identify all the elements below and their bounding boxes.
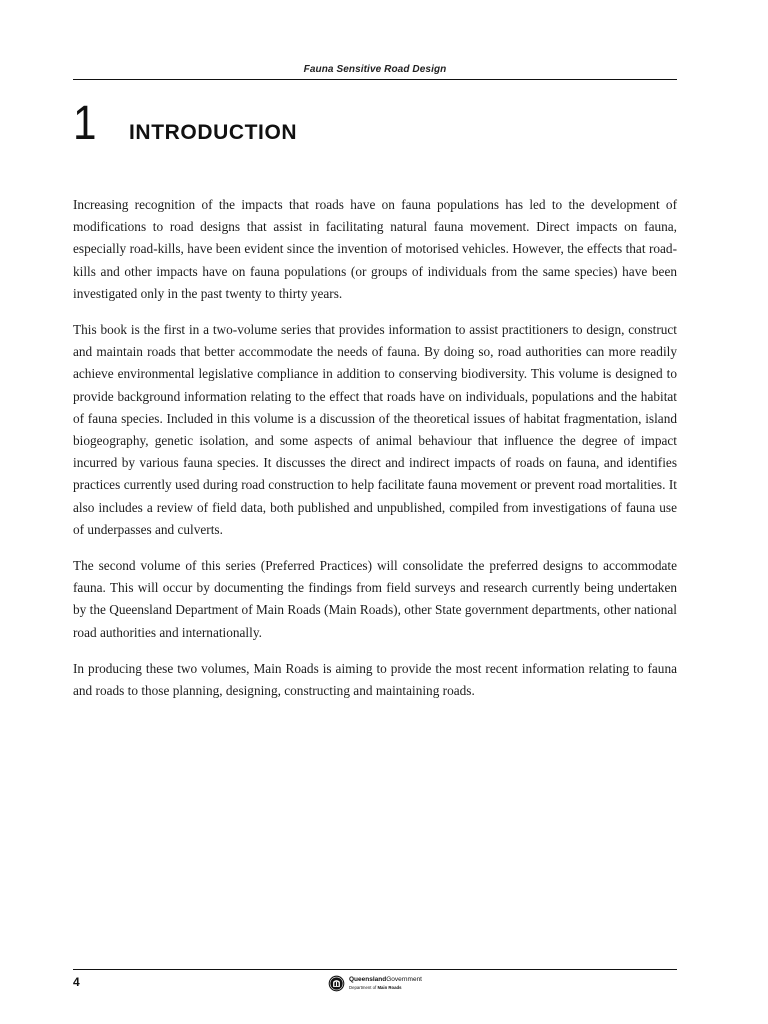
running-header: Fauna Sensitive Road Design [303, 64, 447, 75]
queensland-government-logo [328, 975, 422, 992]
crest-icon [328, 975, 345, 992]
chapter-number: 1 [73, 97, 97, 150]
logo-text [349, 977, 422, 990]
paragraph-2: This book is the first in a two-volume series that provides information to assist practitioners to design, construct and maintain roads that better accommodate the needs of fauna. By doing so, road authorities can more readily achieve environmental legislative compliance in addition to conserving biodiversity. This volume is designed to provide background information relating to the effect that roads have on individuals, populations and the habitat of fauna species. Included in this volume is a discussion of the theoretical issues of habitat fragmentation, island biogeography, genetic isolation, and some aspects of animal behaviour that influence the degree of impact incurred by various fauna species. It discusses the direct and indirect impacts of roads on fauna, and identifies practices currently used during road construction to help facilitate fauna movement or prevent road mortalities. It also includes a review of field data, both published and unpublished, compiled from investigations of fauna use of underpasses and culverts. [73, 322, 677, 537]
header-rule [73, 79, 677, 80]
paragraph-4: In producing these two volumes, Main Roads is aiming to provide the most recent information relating to fauna and roads to those planning, designing, constructing and maintaining roads. [73, 660, 677, 699]
body-text [73, 194, 677, 716]
logo-line-1: QueenslandGovernment [349, 976, 422, 984]
paragraph-1: Increasing recognition of the impacts that roads have on fauna populations has led to the development of modifications to road designs that assist in facilitating natural fauna movement. Direct impacts on fauna, especially road-kills, have been evident since the invention of motorised vehicles. However, the effects that road-kills and other impacts have on fauna populations (or groups of individuals from the same species) have been investigated only in the past twenty to thirty years. [73, 197, 677, 301]
chapter-title: INTRODUCTION [129, 121, 298, 144]
footer-rule [73, 969, 677, 970]
chapter-heading [73, 96, 297, 152]
logo-line-2: Department of Main Roads [349, 984, 402, 990]
page-number: 4 [73, 975, 80, 989]
paragraph-3: The second volume of this series (Preferred Practices) will consolidate the preferred designs to accommodate fauna. This will occur by documenting the findings from field surveys and research currently being undertaken by the Queensland Department of Main Roads (Main Roads), other State government departments, other national road authorities and internationally. [73, 558, 677, 640]
